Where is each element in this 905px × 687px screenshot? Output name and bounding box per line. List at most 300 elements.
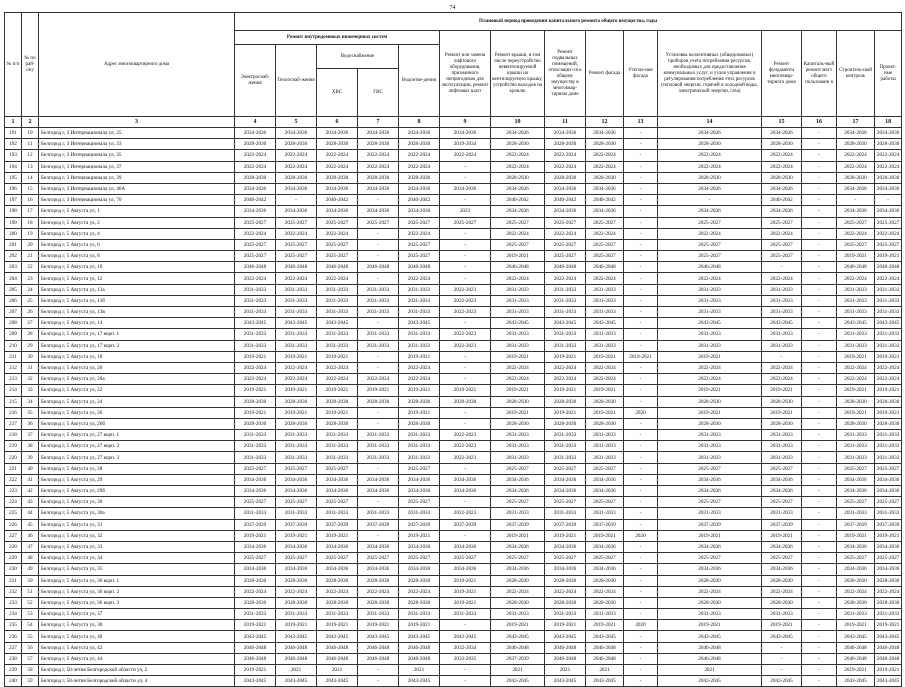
- table-cell: 2028-2030: [235, 396, 276, 407]
- table-cell: -: [624, 329, 658, 340]
- table-cell: -: [624, 251, 658, 262]
- table-cell: 52: [22, 597, 39, 608]
- table-cell: 2034-2036: [317, 486, 358, 497]
- table-cell: 2043-2045: [658, 318, 762, 329]
- table-cell: 2028-2030: [235, 597, 276, 608]
- table-cell: 2025-2027: [586, 497, 624, 508]
- table-cell: 2022-2024: [875, 161, 902, 172]
- table-cell: 2034-2036: [545, 541, 586, 552]
- table-cell: 34: [22, 396, 39, 407]
- table-cell: 2043-2045: [837, 631, 875, 642]
- table-cell: 2019-2021: [317, 530, 358, 541]
- table-cell: 11: [22, 139, 39, 150]
- table-cell: 2043-2045: [875, 318, 902, 329]
- table-cell: 2019-2021: [545, 407, 586, 418]
- table-cell: 2025-2027: [317, 497, 358, 508]
- table-cell: 2022-2024: [491, 150, 545, 161]
- table-cell: 2022-2024: [491, 228, 545, 239]
- header-hot-water: ГВС: [358, 69, 399, 117]
- table-cell: -: [624, 284, 658, 295]
- table-cell: 2034-2036: [317, 541, 358, 552]
- table-cell: 2034-2036: [545, 564, 586, 575]
- table-cell: 2031-2033: [276, 441, 317, 452]
- table-cell: 2019-2021: [491, 620, 545, 631]
- table-cell: 2031-2033: [586, 340, 624, 351]
- table-cell: 2022-2023: [440, 340, 491, 351]
- table-cell: 2022-2024: [762, 362, 802, 373]
- table-cell: 2025-2027: [440, 217, 491, 228]
- table-cell: 2034-2036: [358, 183, 399, 194]
- header-engineering-systems: Ремонт внутридомовых инженерных систем: [235, 31, 440, 45]
- table-cell: -: [624, 183, 658, 194]
- table-row: [5, 530, 902, 541]
- table-cell: -: [802, 642, 837, 653]
- table-cell: 2034-2036: [317, 128, 358, 139]
- table-cell: 2025-2027: [545, 497, 586, 508]
- address-cell: Белгород г, 5 Августа ул, 13в: [39, 307, 235, 318]
- table-cell: 2031-2033: [491, 284, 545, 295]
- table-cell: 2028-2030: [586, 575, 624, 586]
- table-cell: 2031-2033: [399, 329, 440, 340]
- table-cell: 2022-2024: [276, 362, 317, 373]
- table-cell: -: [802, 150, 837, 161]
- table-cell: 2043-2045: [276, 318, 317, 329]
- column-number: 14: [658, 117, 762, 128]
- table-cell: 2046-2048: [545, 262, 586, 273]
- table-cell: 2031-2033: [545, 508, 586, 519]
- table-cell: 2034-2036: [545, 128, 586, 139]
- table-cell: 2034-2036: [762, 541, 802, 552]
- table-cell: 2031-2033: [276, 284, 317, 295]
- table-cell: 2028-2030: [875, 139, 902, 150]
- table-cell: 2028-2030: [317, 139, 358, 150]
- table-cell: 2046-2048: [875, 642, 902, 653]
- table-cell: -: [440, 418, 491, 429]
- table-cell: 2034-2036: [440, 541, 491, 552]
- table-cell: 2031-2033: [586, 284, 624, 295]
- table-cell: 2019-2021: [399, 620, 440, 631]
- table-cell: -: [658, 195, 762, 206]
- table-cell: -: [624, 665, 658, 676]
- table-cell: -: [624, 295, 658, 306]
- table-cell: 2022-2024: [658, 228, 762, 239]
- address-cell: Белгород г, 5 Августа ул, 29б: [39, 486, 235, 497]
- table-row: [5, 340, 902, 351]
- table-cell: 2031-2033: [586, 609, 624, 620]
- table-cell: 2028-2030: [875, 396, 902, 407]
- capital-repair-schedule-table: [4, 12, 902, 687]
- table-cell: 2028-2030: [658, 418, 762, 429]
- table-cell: 2043-2045: [837, 676, 875, 687]
- table-cell: 2019-2021: [875, 351, 902, 362]
- address-cell: Белгород г, 5 Августа ул, 13а: [39, 284, 235, 295]
- table-cell: 2034-2036: [837, 206, 875, 217]
- address-cell: Белгород г, 5 Августа ул, 13б: [39, 295, 235, 306]
- table-cell: 205: [5, 284, 22, 295]
- table-cell: -: [624, 452, 658, 463]
- table-cell: 2028-2030: [545, 575, 586, 586]
- table-cell: 2031-2033: [235, 329, 276, 340]
- table-cell: 45: [22, 519, 39, 530]
- table-cell: 2022-2024: [586, 374, 624, 385]
- table-row: [5, 183, 902, 194]
- table-cell: 2025-2027: [837, 463, 875, 474]
- table-row: [5, 609, 902, 620]
- table-cell: 2031-2033: [358, 430, 399, 441]
- table-cell: 2028-2030: [399, 396, 440, 407]
- table-cell: 2022-2023: [440, 452, 491, 463]
- table-cell: 2022-2024: [317, 362, 358, 373]
- table-cell: 2019-2021: [358, 620, 399, 631]
- table-cell: 2031-2033: [358, 441, 399, 452]
- table-cell: 2034-2036: [837, 474, 875, 485]
- table-cell: 232: [5, 586, 22, 597]
- table-cell: 2019-2021: [837, 385, 875, 396]
- table-cell: 2025-2027: [586, 217, 624, 228]
- table-cell: 237: [5, 642, 22, 653]
- table-cell: 2031-2033: [440, 609, 491, 620]
- table-cell: 2022-2024: [358, 374, 399, 385]
- table-cell: 2021: [276, 665, 317, 676]
- table-cell: 191: [5, 128, 22, 139]
- table-cell: 2025-2027: [658, 497, 762, 508]
- table-cell: 2025-2027: [875, 239, 902, 250]
- table-cell: -: [802, 307, 837, 318]
- table-cell: 2034-2036: [399, 128, 440, 139]
- table-cell: 2034-2036: [235, 128, 276, 139]
- table-cell: 2034-2036: [440, 474, 491, 485]
- table-cell: 2040-2042: [545, 195, 586, 206]
- column-number: 9: [440, 117, 491, 128]
- table-cell: -: [276, 195, 317, 206]
- table-cell: 2022-2024: [658, 362, 762, 373]
- table-cell: 2019-2021: [317, 351, 358, 362]
- table-cell: 2019-2021: [399, 530, 440, 541]
- table-cell: 2031-2033: [762, 430, 802, 441]
- table-cell: -: [440, 195, 491, 206]
- address-cell: Белгород г, 5 Августа ул, 36 корп. 2: [39, 586, 235, 597]
- table-cell: 2022-2024: [875, 362, 902, 373]
- table-cell: 24: [22, 284, 39, 295]
- header-elevator: Ремонт или замена лифтового оборудования, признанного непригодным для эксплуатации, ремонт лифтовых шахт: [440, 31, 491, 117]
- table-cell: -: [440, 374, 491, 385]
- address-cell: Белгород г, 5 Августа ул, 34: [39, 553, 235, 564]
- table-cell: 2028-2030: [317, 418, 358, 429]
- table-cell: 2034-2036: [399, 183, 440, 194]
- table-cell: 2037-2039: [545, 519, 586, 530]
- address-cell: Белгород г, 5 Августа ул, 2: [39, 217, 235, 228]
- table-cell: 236: [5, 631, 22, 642]
- table-cell: 2034-2036: [235, 564, 276, 575]
- table-cell: 2031-2033: [235, 609, 276, 620]
- address-cell: Белгород г, 3 Интернационала ул, 25: [39, 128, 235, 139]
- table-cell: 2031-2033: [491, 452, 545, 463]
- table-row: [5, 139, 902, 150]
- table-cell: -: [802, 474, 837, 485]
- table-cell: -: [802, 161, 837, 172]
- table-cell: 2022-2024: [399, 586, 440, 597]
- table-cell: 2022-2024: [358, 161, 399, 172]
- table-cell: 40: [22, 463, 39, 474]
- table-cell: -: [624, 430, 658, 441]
- table-cell: 2031-2033: [235, 508, 276, 519]
- table-cell: -: [440, 262, 491, 273]
- table-cell: 2043-2045: [440, 631, 491, 642]
- table-cell: 230: [5, 564, 22, 575]
- table-cell: 2025-2027: [491, 463, 545, 474]
- header-address: Адрес многоквартирного дома: [39, 13, 235, 117]
- table-cell: 2019-2021: [440, 575, 491, 586]
- table-cell: 2031-2033: [875, 441, 902, 452]
- table-cell: 2046-2048: [235, 653, 276, 664]
- table-cell: 2031-2033: [491, 307, 545, 318]
- table-cell: 2028-2030: [837, 139, 875, 150]
- table-cell: 2031-2033: [317, 295, 358, 306]
- address-cell: Белгород г, 5 Августа ул, 27 корп. 3: [39, 452, 235, 463]
- table-cell: 2025-2027: [837, 239, 875, 250]
- header-water-supply: Водоснабжение: [317, 45, 399, 69]
- table-cell: 2028-2030: [875, 418, 902, 429]
- header-meters: Установка коллективных (общедомовых) приборов учета потребления ресурсов, необходимых для предоставления коммунальных услуг, и узлов управления и регулирования потребления этих ресурсов (тепловой энергии, горячей и холодной воды, электрической энергии, газа): [658, 31, 762, 117]
- table-cell: 2019-2021: [491, 407, 545, 418]
- table-cell: 2031-2033: [762, 307, 802, 318]
- table-cell: 2019-2021: [762, 385, 802, 396]
- column-number: 7: [358, 117, 399, 128]
- table-cell: 2019-2021: [545, 385, 586, 396]
- table-cell: 2028-2030: [235, 172, 276, 183]
- table-cell: -: [358, 530, 399, 541]
- table-cell: 2040-2042: [762, 195, 802, 206]
- table-cell: 2046-2048: [837, 262, 875, 273]
- table-cell: 2019-2021: [658, 620, 762, 631]
- table-cell: 2031-2033: [875, 307, 902, 318]
- table-row: [5, 273, 902, 284]
- table-cell: 201: [5, 239, 22, 250]
- table-cell: -: [358, 407, 399, 418]
- table-cell: 2046-2048: [545, 642, 586, 653]
- table-cell: 2028-2030: [586, 418, 624, 429]
- table-cell: 2019-2021: [875, 530, 902, 541]
- table-cell: 2028-2030: [358, 575, 399, 586]
- address-cell: Белгород г, 5 Августа ул, 30: [39, 497, 235, 508]
- table-cell: 2034-2036: [586, 128, 624, 139]
- header-design-works: Проект-ные работы: [875, 31, 902, 117]
- table-cell: 2028-2030: [358, 396, 399, 407]
- table-cell: 2025-2027: [658, 239, 762, 250]
- table-row: [5, 172, 902, 183]
- table-cell: 25: [22, 295, 39, 306]
- table-cell: 2022-2024: [762, 228, 802, 239]
- table-cell: 2046-2048: [399, 642, 440, 653]
- table-row: [5, 463, 902, 474]
- table-cell: 2034-2036: [317, 183, 358, 194]
- table-cell: 2019-2021: [762, 407, 802, 418]
- table-cell: 2025-2027: [586, 463, 624, 474]
- table-cell: 2031-2033: [762, 508, 802, 519]
- table-cell: 2028-2030: [762, 575, 802, 586]
- address-cell: Белгород г, 5 Августа ул, 27 корп. 1: [39, 430, 235, 441]
- table-cell: 2025-2027: [235, 217, 276, 228]
- address-cell: Белгород г, 5 Августа ул, 36 корп. 3: [39, 597, 235, 608]
- table-cell: 226: [5, 519, 22, 530]
- table-cell: 2025-2027: [658, 217, 762, 228]
- table-row: [5, 418, 902, 429]
- table-cell: -: [624, 575, 658, 586]
- table-cell: 2034-2036: [837, 541, 875, 552]
- table-cell: 2020: [624, 620, 658, 631]
- table-cell: 227: [5, 530, 22, 541]
- table-cell: 2031-2033: [658, 329, 762, 340]
- table-cell: 2031-2033: [317, 284, 358, 295]
- table-cell: 2022-2024: [875, 374, 902, 385]
- table-row: [5, 586, 902, 597]
- table-cell: 2022-2024: [491, 374, 545, 385]
- table-cell: 2028-2030: [491, 575, 545, 586]
- table-cell: 2028-2030: [317, 172, 358, 183]
- table-cell: 2034-2036: [586, 564, 624, 575]
- table-cell: 2022-2024: [837, 273, 875, 284]
- table-cell: 240: [5, 676, 22, 687]
- table-cell: 235: [5, 620, 22, 631]
- table-cell: 2037-2039: [837, 519, 875, 530]
- table-cell: 2043-2045: [658, 631, 762, 642]
- table-cell: 2025-2027: [875, 463, 902, 474]
- table-cell: 2022-2024: [317, 161, 358, 172]
- table-cell: -: [802, 620, 837, 631]
- table-cell: 2025-2027: [762, 497, 802, 508]
- table-cell: 2034-2036: [440, 183, 491, 194]
- table-cell: 2031-2033: [399, 508, 440, 519]
- table-cell: 2034-2036: [235, 206, 276, 217]
- address-cell: Белгород г, 3 Интернационала ул, 33: [39, 139, 235, 150]
- table-cell: -: [802, 284, 837, 295]
- header-heating: Теплоснаб-жения: [276, 45, 317, 117]
- table-cell: 2022-2024: [658, 586, 762, 597]
- table-cell: -: [802, 139, 837, 150]
- table-cell: 2028-2030: [837, 575, 875, 586]
- table-cell: 2025-2027: [491, 497, 545, 508]
- table-cell: 2034-2036: [658, 183, 762, 194]
- table-row: [5, 239, 902, 250]
- address-cell: Белгород г, 50-летия Белгородской области ул, 4: [39, 676, 235, 687]
- table-cell: 2022-2024: [399, 374, 440, 385]
- table-cell: 2031-2033: [317, 609, 358, 620]
- table-cell: 2031-2033: [586, 307, 624, 318]
- table-cell: -: [358, 351, 399, 362]
- table-cell: -: [624, 474, 658, 485]
- address-cell: Белгород г, 5 Августа ул, 20а: [39, 374, 235, 385]
- table-cell: -: [440, 239, 491, 250]
- table-cell: 2022-2024: [491, 362, 545, 373]
- table-cell: 2019-2021: [658, 407, 762, 418]
- table-cell: 2031-2033: [235, 430, 276, 441]
- table-cell: 2034-2036: [837, 183, 875, 194]
- table-cell: 2037-2039: [658, 519, 762, 530]
- table-cell: 2046-2048: [235, 642, 276, 653]
- table-cell: 207: [5, 307, 22, 318]
- table-cell: 18: [22, 217, 39, 228]
- table-cell: 2028-2030: [235, 139, 276, 150]
- table-cell: 2025-2027: [276, 553, 317, 564]
- table-cell: 219: [5, 441, 22, 452]
- table-cell: 2031-2033: [875, 295, 902, 306]
- table-cell: 2019-2021: [837, 407, 875, 418]
- table-cell: 2034-2036: [762, 474, 802, 485]
- table-cell: -: [440, 273, 491, 284]
- table-cell: -: [440, 463, 491, 474]
- table-cell: 2022-2023: [440, 284, 491, 295]
- table-cell: 2025-2027: [276, 497, 317, 508]
- address-cell: Белгород г, 3 Интернационала ул, 70: [39, 195, 235, 206]
- table-cell: 2025-2027: [491, 239, 545, 250]
- address-cell: Белгород г, 5 Августа ул, 26б: [39, 418, 235, 429]
- table-cell: 2031-2033: [658, 340, 762, 351]
- table-cell: 2025-2027: [235, 251, 276, 262]
- table-cell: 2031-2033: [399, 430, 440, 441]
- table-cell: 2031-2033: [875, 508, 902, 519]
- table-cell: 2019-2021: [276, 351, 317, 362]
- table-cell: -: [624, 541, 658, 552]
- table-cell: 2034-2036: [875, 128, 902, 139]
- table-cell: 2034-2036: [658, 564, 762, 575]
- table-cell: 2031-2033: [875, 329, 902, 340]
- table-cell: 2028-2030: [762, 172, 802, 183]
- table-cell: 193: [5, 150, 22, 161]
- table-cell: -: [802, 262, 837, 273]
- table-cell: 2019-2021: [624, 351, 658, 362]
- table-cell: 2022-2024: [491, 161, 545, 172]
- table-cell: 2031-2033: [762, 329, 802, 340]
- table-cell: 2025-2027: [762, 553, 802, 564]
- table-cell: 2031-2033: [837, 452, 875, 463]
- table-cell: 2040-2042: [235, 195, 276, 206]
- table-cell: 2028-2030: [317, 597, 358, 608]
- table-cell: -: [624, 374, 658, 385]
- table-cell: 2046-2048: [317, 642, 358, 653]
- table-cell: 2019-2021: [837, 351, 875, 362]
- table-cell: 2031-2033: [658, 307, 762, 318]
- table-cell: 2031-2033: [875, 284, 902, 295]
- table-cell: 224: [5, 497, 22, 508]
- table-cell: 2031-2033: [317, 508, 358, 519]
- header-cold-water: ХВС: [317, 69, 358, 117]
- table-cell: 2034-2036: [491, 128, 545, 139]
- table-cell: 2028-2030: [399, 139, 440, 150]
- table-cell: 2034-2036: [399, 541, 440, 552]
- table-cell: 2031-2033: [317, 307, 358, 318]
- table-cell: 238: [5, 653, 22, 664]
- table-cell: 2028-2030: [491, 396, 545, 407]
- table-cell: 2031-2033: [837, 609, 875, 620]
- table-cell: 2022-2023: [440, 441, 491, 452]
- table-row: [5, 441, 902, 452]
- table-cell: 2031-2033: [837, 329, 875, 340]
- table-cell: 2031-2033: [837, 295, 875, 306]
- table-cell: 2034-2036: [586, 474, 624, 485]
- address-cell: Белгород г, 5 Августа ул, 38: [39, 620, 235, 631]
- table-cell: 2031-2033: [399, 340, 440, 351]
- table-cell: 2031-2033: [276, 340, 317, 351]
- table-cell: 2034-2036: [586, 541, 624, 552]
- table-cell: -: [802, 463, 837, 474]
- table-cell: 2028-2030: [586, 172, 624, 183]
- table-cell: 2025-2027: [235, 553, 276, 564]
- table-cell: 2028-2030: [399, 575, 440, 586]
- table-row: [5, 307, 902, 318]
- table-cell: 2019-2021: [837, 665, 875, 676]
- address-cell: Белгород г, 3 Интернационала ул, 35: [39, 150, 235, 161]
- table-cell: -: [624, 128, 658, 139]
